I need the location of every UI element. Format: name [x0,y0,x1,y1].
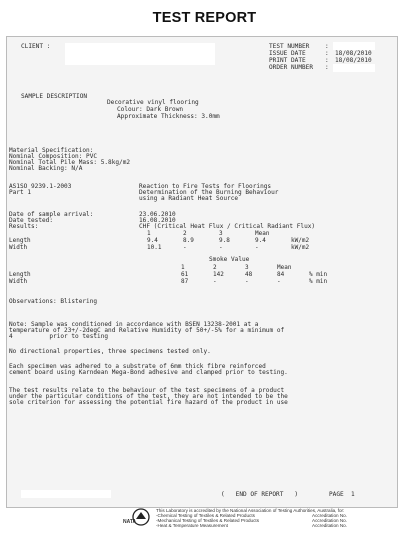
issue-date-value: 18/08/2010 [335,50,372,57]
table-row: Length 61 142 48 84 % min [9,271,328,278]
page-number: PAGE 1 [329,491,355,498]
sample-line-3: Approximate Thickness: 3.0mm [117,113,220,120]
smoke-table [9,264,327,285]
spec-line-1: Material Specification: [9,147,94,154]
table-row: Length 9.4 8.9 9.8 9.4 kW/m2 [9,237,310,244]
chf-table [9,230,309,251]
footer-line-1: This Laboratory is accredited by the National Association of Testing Authorities, Australia, for: [156,508,345,513]
note-line-2: temperature of 23+/-2degC and Relative Humidity of 50+/-5% for a minimum of [9,327,285,334]
sample-description-label: SAMPLE DESCRIPTION [21,93,88,100]
print-date-value: 18/08/2010 [335,57,372,64]
report-title: TEST REPORT [152,10,257,26]
chf-header-1: 1 [147,230,151,237]
arrival-label: Date of sample arrival: [9,211,94,218]
sample-line-1: Decorative vinyl flooring [107,99,199,106]
accreditation-3: Accreditation No. [312,523,347,528]
tested-label: Date tested: [9,217,54,224]
table-row: Width 87 - - - % min [9,278,328,285]
report-page: CLIENT : TEST NUMBER : ISSUE DATE : 18/08/2010 PRINT DATE : 18/08/2010 ORDER NUMBER : SAMPLE DESCRIPTION Decorative vinyl flooring Colour: Dark Brown Approximate Thickness: 3.0mm Material Specification: Nominal Composition: PVC Nominal Total Pile Mass: 5.8kg/m2 Nominal Backing: N/A AS1SO 9239.1-2003 Part 1 Reaction to Fire Tests for Floorings Determination of the Burning Behaviour using a Radiant Heat Source Date of sample arrival: 23.06.2010 Date tested: 16.08.2010 Results: CHF (Critical Heat Flux / Critical Radiant Flux) 1 2 3 Mean Length 9.4 8.9 9.8 9.4 kW/m2 Width 10.1 - - - kW/m2 Smoke Value 1 2 3 Mean Length 61 142 48 84 % min Width 87 - - - % min Observations: Blistering Note: Sample was conditioned in accordance with BSEN 13238-2001 at a temperature of 23+/-2degC and Relative Humidity of 50+/-5% for a minimum of 4 prior to testing No directional properties, three specimens tested only. Each specimen was adhered to a substrate of 6mm thick fibre reinforced cement board using Karndean Mega-Bond adhesive and clamped prior to testing. The test results relate to the behaviour of the test specimens of a product under the particular conditions of the test, they are not intended to be the sole criterion for assessing the potential fire hazard of the product in use ( END OF REPORT ) PAGE 1 [6,36,398,508]
redacted-test-number [333,42,375,50]
adhered-line-1: Each specimen was adhered to a substrate of 6mm thick fibre reinforced [9,363,266,370]
disclaimer-line-2: under the particular conditions of the test, they are not intended to be the [9,393,288,400]
chf-header-2: 2 [183,230,187,237]
table-row: Width 10.1 - - - kW/m2 [9,244,310,251]
standard-desc-3: using a Radiant Heat Source [139,195,239,202]
row-label: Width [9,244,28,251]
redacted-order-number [333,64,375,72]
smoke-header-row: 1 2 3 Mean [181,264,292,271]
note-line-3: 4 prior to testing [9,333,109,340]
spec-line-4: Nominal Backing: N/A [9,165,83,172]
footer-line-4: -Heat & Temperature Measurement [156,523,228,528]
client-label: CLIENT : [21,43,51,50]
results-label: Results: [9,223,39,230]
accreditation-1: Accreditation No. [312,513,347,518]
standard-desc-1: Reaction to Fire Tests for Floorings [139,183,272,190]
row-label: Length [9,271,31,278]
test-number-label: TEST NUMBER [269,43,310,50]
row-label: Length [9,237,31,244]
results-heading: CHF (Critical Heat Flux / Critical Radiant Flux) [139,223,316,230]
issue-date-label: ISSUE DATE [269,50,306,57]
end-of-report: ( END OF REPORT ) [221,491,299,498]
chf-header-3: 3 [219,230,223,237]
note-line-1: Note: Sample was conditioned in accordance with BSEN 13238-2001 at a [9,321,259,328]
print-date-label: PRINT DATE [269,57,306,64]
smoke-heading: Smoke Value [209,256,250,263]
adhered-line-2: cement board using Karndean Mega-Bond adhesive and clamped prior to testing. [9,369,288,376]
row-label: Width [9,278,28,285]
spec-line-2: Nominal Composition: PVC [9,153,98,160]
footer-line-3: -Mechanical Testing of Textiles & Related Products [156,518,259,523]
tested-value: 16.08.2010 [139,217,176,224]
redacted-client [65,43,215,65]
standard-part: Part 1 [9,189,32,196]
accreditation-2: Accreditation No. [312,518,347,523]
nata-label: NATA [123,519,137,525]
footer-line-2: -Chemical Testing of Textiles & Related Products [156,513,255,518]
chf-header-row [9,230,309,237]
order-number-label: ORDER NUMBER [269,64,314,71]
arrival-value: 23.06.2010 [139,211,176,218]
standard-desc-2: Determination of the Burning Behaviour [139,189,279,196]
spec-line-3: Nominal Total Pile Mass: 5.8kg/m2 [9,159,131,166]
disclaimer-line-3: sole criterion for assessing the potential fire hazard of the product in use [9,399,288,406]
sample-line-2: Colour: Dark Brown [117,106,184,113]
chf-header-mean: Mean [255,230,270,237]
observations: Observations: Blistering [9,298,98,305]
redacted-signature [21,490,111,498]
directional-note: No directional properties, three specimens tested only. [9,348,211,355]
disclaimer-line-1: The test results relate to the behaviour of the test specimens of a product [9,387,285,394]
standard-code: AS1SO 9239.1-2003 [9,183,72,190]
